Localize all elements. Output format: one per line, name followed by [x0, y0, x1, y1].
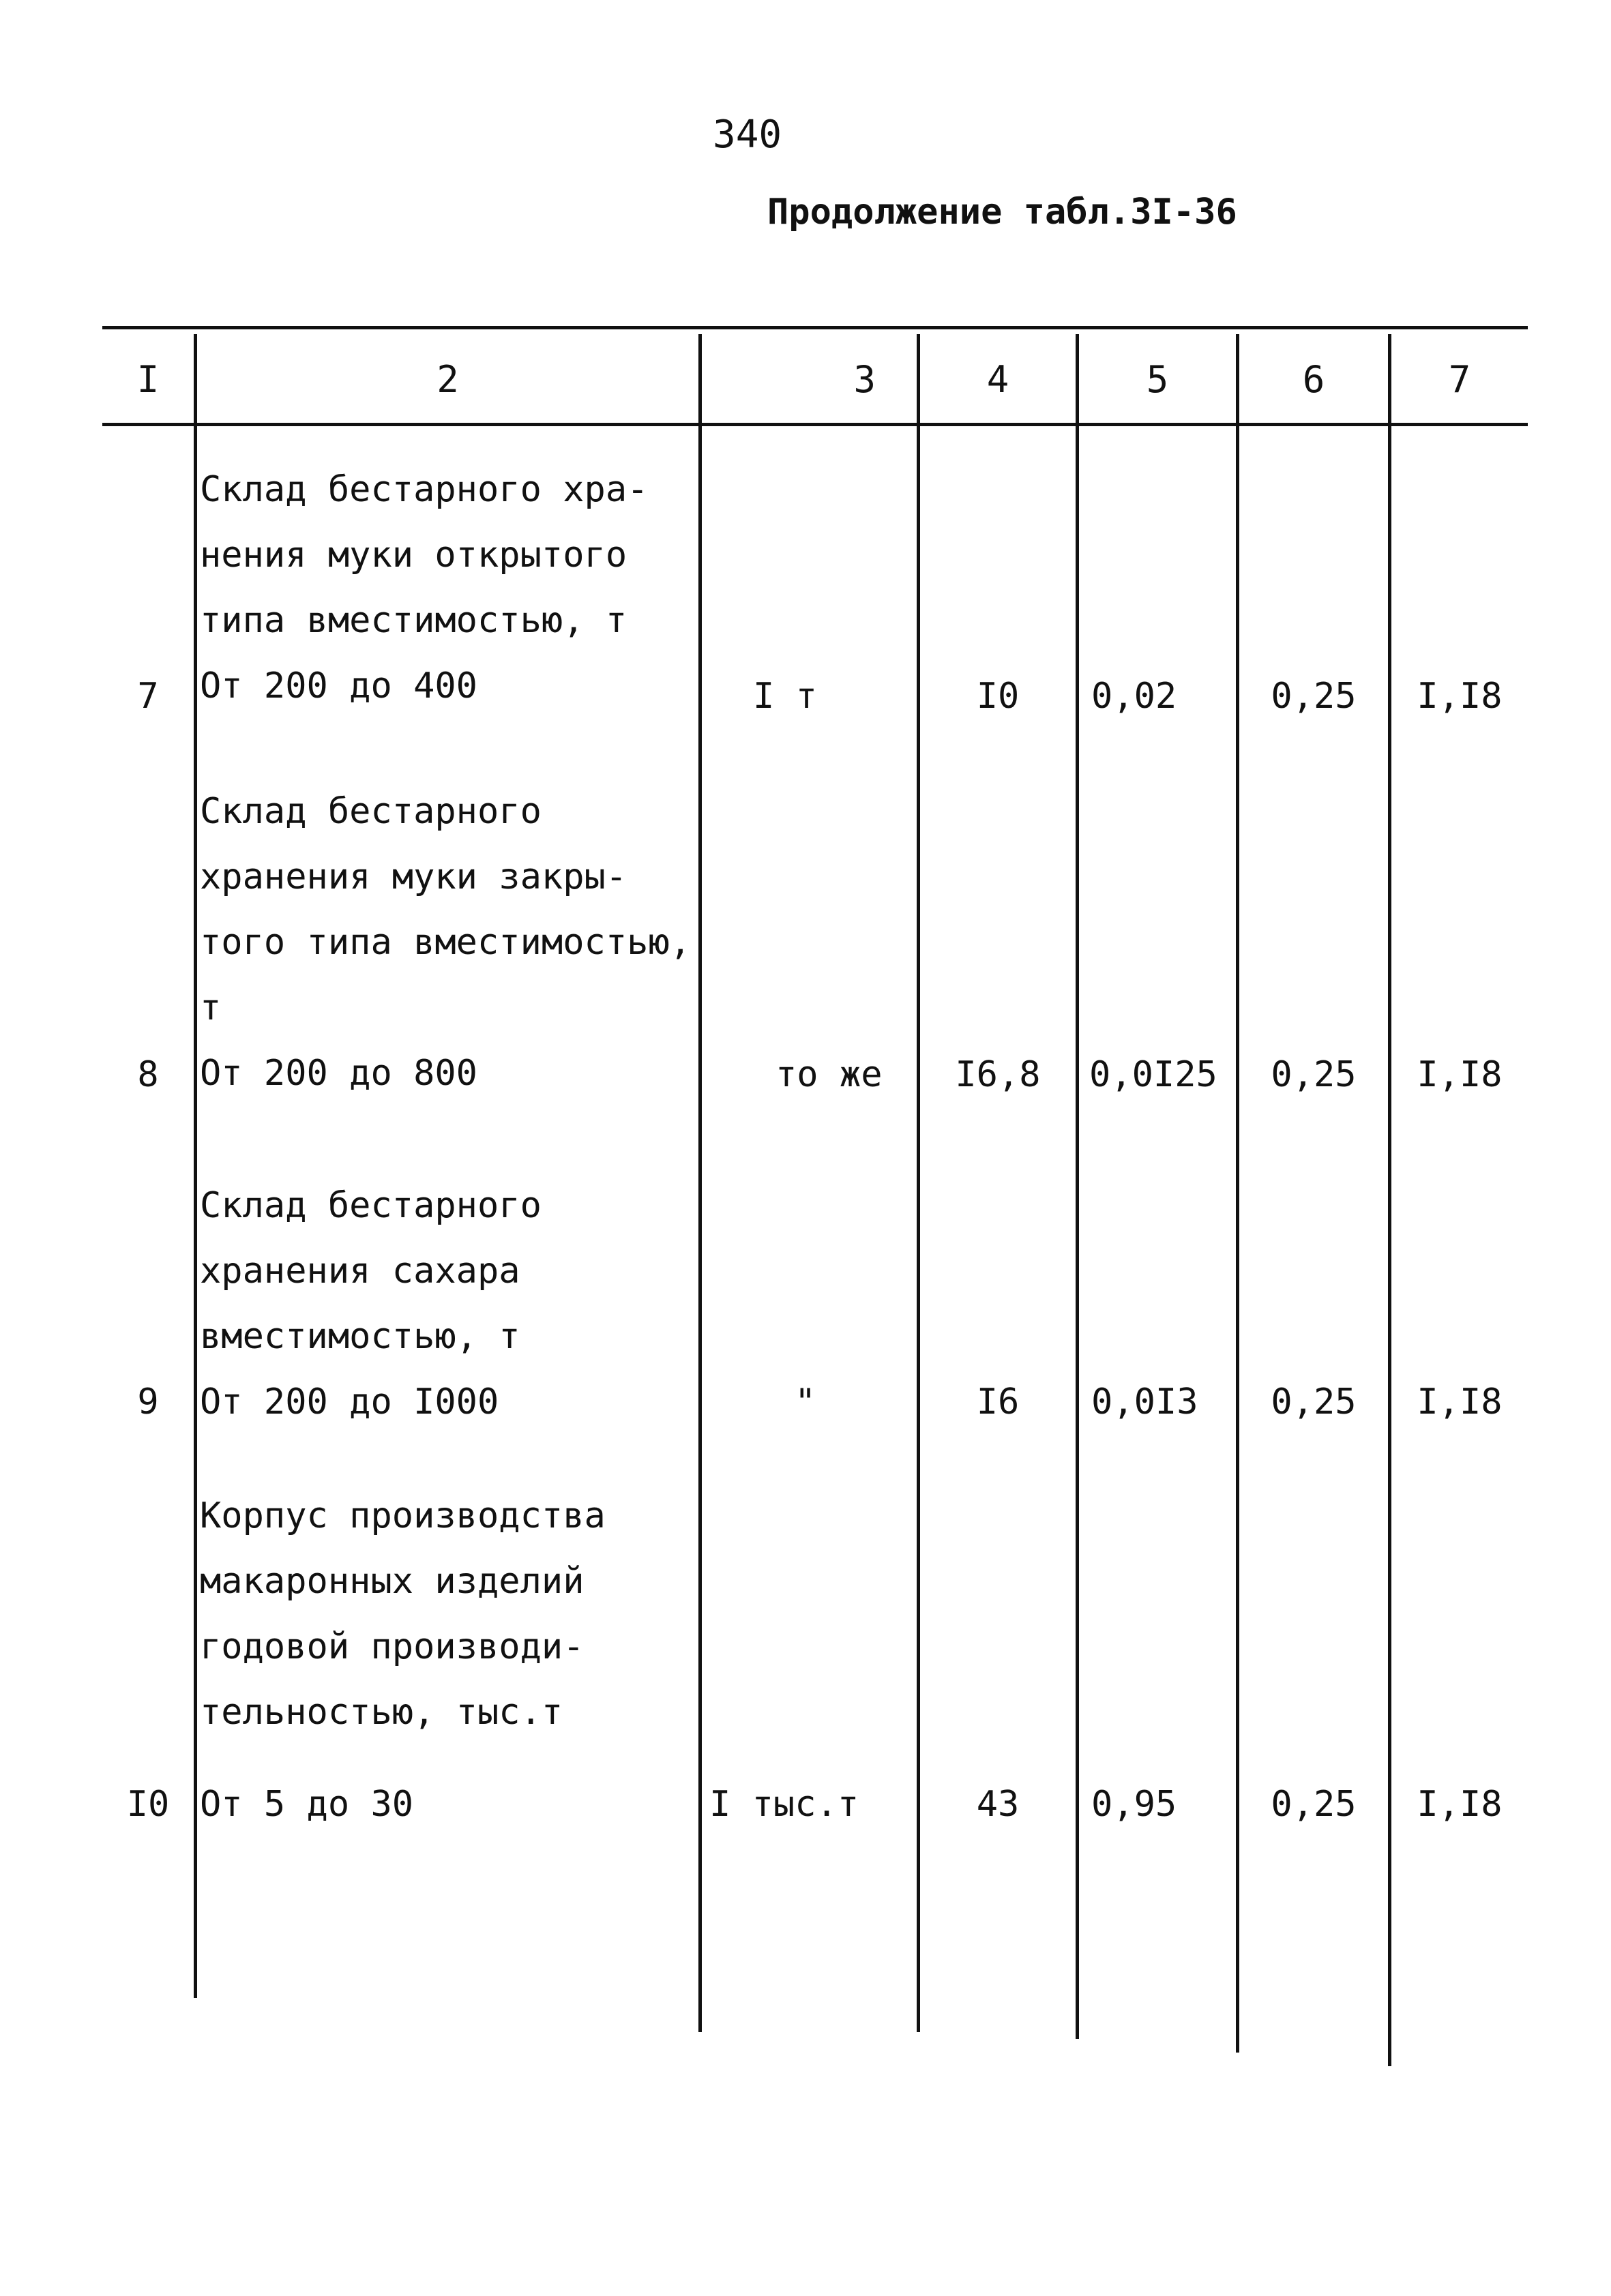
desc-line: годовой производи- — [200, 1626, 585, 1667]
header-col-1: I — [136, 358, 160, 401]
table-header-rule — [102, 423, 1528, 426]
row-9-col7: I,I8 — [1417, 1382, 1503, 1422]
row-7-col6: 0,25 — [1271, 676, 1357, 717]
row-9-unit: " — [795, 1382, 816, 1422]
desc-line: тельностью, тыс.т — [200, 1692, 563, 1733]
row-9-col5: 0,0I3 — [1091, 1382, 1198, 1422]
desc-line: хранения сахара — [200, 1251, 520, 1292]
row-10-description — [200, 1483, 606, 1745]
row-9-number: 9 — [137, 1382, 159, 1422]
desc-line: От 200 до 800 — [200, 1053, 477, 1094]
desc-line: т — [200, 987, 222, 1028]
row-10-col5: 0,95 — [1091, 1784, 1177, 1825]
desc-line: хранения муки закры- — [200, 856, 627, 897]
header-col-6: 6 — [1302, 358, 1325, 401]
desc-line: вместимостью, т — [200, 1316, 520, 1357]
table-caption: Продолжение табл.3I-36 — [767, 192, 1237, 233]
row-10-col6: 0,25 — [1271, 1784, 1357, 1825]
row-10-unit: I тыс.т — [709, 1784, 859, 1825]
row-7-col4: I0 — [976, 676, 1020, 717]
table-top-rule — [102, 326, 1528, 329]
desc-line: Склад бестарного — [200, 1185, 542, 1226]
row-8-unit: то же — [775, 1054, 883, 1095]
row-9-col4: I6 — [976, 1382, 1020, 1422]
header-col-7: 7 — [1448, 358, 1471, 401]
row-10-col7: I,I8 — [1417, 1784, 1503, 1825]
desc-line: типа вместимостью, т — [200, 600, 627, 641]
row-8-col7: I,I8 — [1417, 1054, 1503, 1095]
desc-line: макаронных изделий — [200, 1561, 585, 1602]
row-10-number: I0 — [126, 1784, 170, 1825]
column-divider-4 — [1076, 334, 1079, 2039]
row-7-col5: 0,02 — [1091, 676, 1177, 717]
row-7-col7: I,I8 — [1417, 676, 1503, 717]
row-8-col6: 0,25 — [1271, 1054, 1357, 1095]
row-7-description — [200, 457, 648, 719]
header-col-5: 5 — [1146, 358, 1169, 401]
desc-line: того типа вместимостью, — [200, 922, 692, 963]
header-col-4: 4 — [986, 358, 1009, 401]
header-col-3 — [702, 358, 917, 401]
desc-line: нения муки открытого — [200, 535, 627, 576]
row-8-number: 8 — [137, 1054, 159, 1095]
row-9-col6: 0,25 — [1271, 1382, 1357, 1422]
row-7-number: 7 — [137, 676, 159, 717]
header-col-3-label: 3 — [853, 358, 876, 401]
row-8-col5: 0,0I25 — [1089, 1054, 1217, 1095]
column-divider-1 — [194, 334, 197, 1998]
desc-line: От 200 до I000 — [200, 1382, 499, 1422]
page-number: 340 — [713, 113, 782, 157]
desc-line: От 200 до 400 — [200, 666, 477, 706]
header-col-2: 2 — [437, 358, 459, 401]
column-divider-2 — [698, 334, 702, 2032]
row-10-col4: 43 — [976, 1784, 1020, 1825]
desc-line: Корпус производства — [200, 1495, 606, 1536]
row-8-description — [200, 779, 691, 1106]
row-8-col4: I6,8 — [955, 1054, 1041, 1095]
desc-line: Склад бестарного хра- — [200, 469, 649, 510]
row-7-unit: I т — [753, 676, 817, 717]
row-9-description — [200, 1173, 542, 1435]
row-10-range: От 5 до 30 — [200, 1784, 414, 1825]
desc-line: Склад бестарного — [200, 791, 542, 832]
column-divider-3 — [917, 334, 920, 2032]
